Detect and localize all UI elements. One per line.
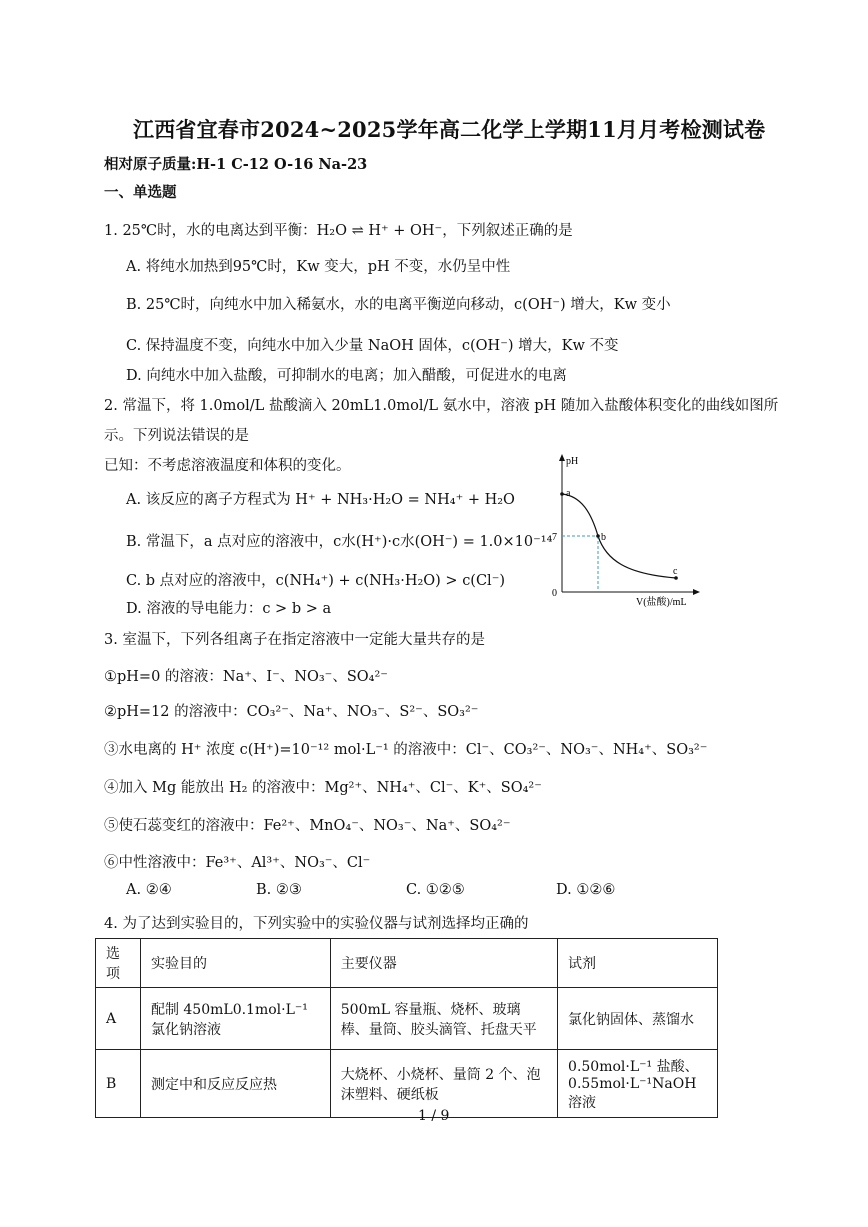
x-axis-label: V(盐酸)/mL [636,597,687,608]
seven-tick-label: 7 [552,532,557,543]
table-cell: 测定中和反应反应热 [140,1050,330,1118]
q3-item-4: ④加入 Mg 能放出 H₂ 的溶液中：Mg²⁺、NH₄⁺、Cl⁻、K⁺、SO₄²⁻ [104,780,542,796]
q2-option-a: A. 该反应的离子方程式为 H⁺ + NH₃·H₂O = NH₄⁺ + H₂O [126,492,515,508]
q2-stem-line2: 示。下列说法错误的是 [104,428,249,444]
q3-item-6: ⑥中性溶液中：Fe³⁺、Al³⁺、NO₃⁻、Cl⁻ [104,855,371,871]
q3-choice-d: D. ①②⑥ [556,882,616,898]
q3-item-1: ①pH=0 的溶液：Na⁺、I⁻、NO₃⁻、SO₄²⁻ [104,669,388,685]
q3-choice-a: A. ②④ [126,882,172,898]
table-row [96,1050,718,1118]
page-title: 江西省宜春市2024~2025学年高二化学上学期11月月考检测试卷 [133,117,766,142]
point-a-dot [560,492,564,496]
point-c-label: c [673,566,678,577]
q1-stem [104,219,573,240]
table-header: 试剂 [558,939,718,988]
q1-option-b: B. 25℃时，向纯水中加入稀氨水，水的电离平衡逆向移动，c(OH⁻) 增大，Kw 变小 [126,297,671,313]
table-cell: 500mL 容量瓶、烧杯、玻璃棒、量筒、胶头滴管、托盘天平 [330,988,557,1050]
table-cell: 配制 450mL0.1mol·L⁻¹ 氯化钠溶液 [140,988,330,1050]
q3-choice-c: C. ①②⑤ [406,882,465,898]
table-header: 主要仪器 [330,939,557,988]
q2-stem-line1: 2. 常温下，将 1.0mol/L 盐酸滴入 20mL1.0mol/L 氨水中，溶液 pH 随加入盐酸体积变化的曲线如图所 [104,398,779,414]
table-cell: 大烧杯、小烧杯、量筒 2 个、泡沫塑料、硬纸板 [330,1050,557,1118]
q3-item-5: ⑤使石蕊变红的溶液中：Fe²⁺、MnO₄⁻、NO₃⁻、Na⁺、SO₄²⁻ [104,818,511,834]
q1-option-c: C. 保持温度不变，向纯水中加入少量 NaOH 固体，c(OH⁻) 增大，Kw 不变 [126,338,619,354]
origin-label: 0 [552,588,557,599]
table-cell: A [96,988,141,1050]
q4-stem: 4. 为了达到实验目的，下列实验中的实验仪器与试剂选择均正确的 [104,916,529,932]
table-header: 实验目的 [140,939,330,988]
atomic-mass-line: 相对原子质量:H-1 C-12 O-16 Na-23 [104,156,368,173]
y-axis-label: pH [566,456,579,467]
q1-equation: H₂O ⇌ H⁺ + OH⁻ [316,223,443,239]
experiment-table [95,938,718,1118]
q3-choice-b: B. ②③ [256,882,302,898]
q1-option-a: A. 将纯水加热到95℃时，Kw 变大，pH 不变，水仍呈中性 [126,259,511,275]
table-cell: B [96,1050,141,1118]
table-header-row [96,939,718,988]
q3-stem: 3. 室温下，下列各组离子在指定溶液中一定能大量共存的是 [104,632,485,648]
table-cell: 氯化钠固体、蒸馏水 [558,988,718,1050]
q2-note: 已知：不考虑溶液温度和体积的变化。 [104,458,351,474]
q1-stem-b: ，下列叙述正确的是 [442,223,573,239]
ph-curve-figure [546,452,706,612]
q2-option-b: B. 常温下，a 点对应的溶液中，c水(H⁺)·c水(OH⁻) = 1.0×10⁻¹⁴ [126,534,553,550]
y-axis-arrow [559,454,565,461]
q3-item-2: ②pH=12 的溶液中：CO₃²⁻、Na⁺、NO₃⁻、S²⁻、SO₃²⁻ [104,704,479,720]
point-b-label: b [601,532,606,543]
q1-option-d: D. 向纯水中加入盐酸，可抑制水的电离；加入醋酸，可促进水的电离 [126,368,567,384]
x-axis-arrow [693,589,700,595]
q2-option-c: C. b 点对应的溶液中，c(NH₄⁺) + c(NH₃·H₂O) > c(Cl⁻) [126,573,506,589]
point-a-label: a [566,488,571,499]
table-cell: 0.50mol·L⁻¹ 盐酸、0.55mol·L⁻¹NaOH 溶液 [558,1050,718,1118]
table-header: 选项 [96,939,141,988]
q2-option-d: D. 溶液的导电能力：c > b > a [126,601,332,617]
point-b-dot [596,534,600,538]
section-heading: 一、单选题 [104,184,177,201]
page-number: 1 / 9 [418,1108,450,1124]
q1-stem-a: 1. 25℃时，水的电离达到平衡： [104,223,317,239]
q3-item-3: ③水电离的 H⁺ 浓度 c(H⁺)=10⁻¹² mol·L⁻¹ 的溶液中：Cl⁻、CO₃²⁻、NO₃⁻、NH₄⁺、SO₃²⁻ [104,742,708,758]
table-row [96,988,718,1050]
